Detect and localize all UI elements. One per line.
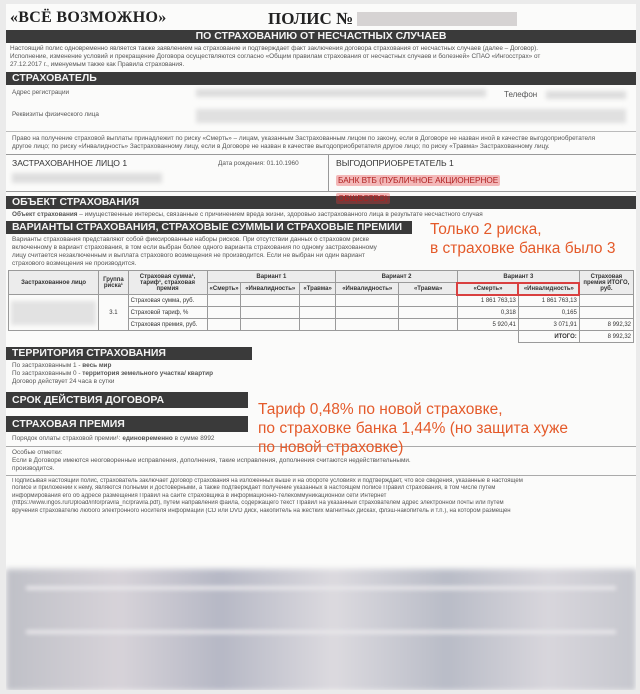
policy-header (6, 4, 636, 30)
group-cell: 3.1 (99, 295, 128, 331)
brand-title: «ВСЁ ВОЗМОЖНО» (10, 9, 167, 26)
requisites-redacted (196, 109, 626, 123)
insured-person-label: ЗАСТРАХОВАННОЕ ЛИЦО 1 (12, 158, 128, 168)
itogo-label: ИТОГО: (518, 331, 579, 343)
phone-label: Телефон (504, 91, 538, 99)
table-row: 3.1 Страховая сумма, руб. 1 861 763,13 1 861 763,13 (9, 295, 634, 307)
th-total: Страховая премия ИТОГО, руб. (579, 271, 633, 295)
annotation-tariff: Тариф 0,48% по новой страховке, по страховке банка 1,44% (но защита хуже по новой страховке) (258, 401, 569, 456)
address-label: Адрес регистрации (12, 89, 70, 96)
section-territory: ТЕРРИТОРИЯ СТРАХОВАНИЯ (6, 347, 252, 360)
policy-document (6, 4, 636, 690)
th-v1-disability: «Инвалидность» (241, 283, 300, 295)
itogo-value: 8 992,32 (579, 331, 633, 343)
th-v1-death: «Смерть» (207, 283, 241, 295)
premium-text: Порядок оплаты страховой премии¹: единовременно в сумме 8992 (12, 435, 215, 442)
th-insured: Застрахованное лицо (9, 271, 99, 295)
insurer-block (6, 85, 636, 132)
th-v2-trauma: «Травма» (399, 283, 458, 295)
th-v1-trauma: «Травма» (300, 283, 336, 295)
section-accident-insurance: ПО СТРАХОВАНИЮ ОТ НЕСЧАСТНЫХ СЛУЧАЕВ (6, 30, 636, 43)
th-variant3: Вариант 3 (457, 271, 579, 283)
phone-redacted (546, 91, 626, 99)
th-sum: Страховая сумма¹, тариф¹, страховая премия (128, 271, 207, 295)
policy-number-label: ПОЛИС № (268, 9, 517, 29)
beneficiary-cell (336, 158, 500, 206)
th-v2-disability: «Инвалидность» (336, 283, 399, 295)
payout-text: Право на получение страховой выплаты принадлежит по риску «Смерть» – лицам, указанным Застрахованным лицом по закону, если в Договоре не назван иной в качестве выгодоприобретателя другое лицо; по риску «Инвалидность» Застрахованному лицу, если в Договоре не назван в качестве выгодоприобретателя другое лицо; по риску «Травма» Застрахованному лицу. (12, 135, 596, 150)
territory-text: По застрахованным 1 - весь мир По застрахованным 0 - территория земельного участка/ квартир Договор действует 24 часа в сутки (12, 362, 213, 385)
section-premium: СТРАХОВАЯ ПРЕМИЯ (6, 416, 248, 432)
beneficiary-label: ВЫГОДОПРИОБРЕТАТЕЛЬ 1 (336, 158, 454, 168)
dob: Дата рождения: 01.10.1960 (218, 160, 299, 167)
th-v3-disability: «Инвалидность» (518, 283, 579, 295)
table-row: Страховой тариф, % 0,318 0,165 (9, 307, 634, 319)
notes-block: Особые отметки: Если в Договоре имеются неоговоренные исправления, дополнения, такие исправления, дополнения считаются недействительными. производится. (6, 446, 636, 475)
requisites-label: Реквизиты физического лица (12, 111, 99, 118)
risk-table-wrapper (6, 270, 636, 343)
blur-line (26, 630, 616, 634)
beneficiary-bank: БАНК ВТБ (ПУБЛИЧНОЕ АКЦИОНЕРНОЕ ОБЩЕСТВО) (338, 176, 499, 203)
th-group: Группа риска¹ (99, 271, 128, 295)
intro-text: Настоящий полис одновременно является также заявлением на страхование и подтверждает факт заключения договора страхования от несчастных случаев (далее – Договор). Исполнение, изменение условий и прекращение Договора осуществляются согласно «Общим правилам страхования от несчастных случаев и болезней» СПАО «Ингосстрах» от 27.12.2017 г., именуемым также как Правила страхования. (10, 45, 541, 68)
address-redacted (196, 89, 486, 97)
th-variant1: Вариант 1 (207, 271, 336, 283)
itogo-row (9, 331, 634, 343)
th-v3-death: «Смерть» (457, 283, 518, 295)
insured-cell-redacted (9, 295, 99, 331)
annotation-two-risks: Только 2 риска, в страховке банка было 3 (430, 221, 616, 257)
th-variant2: Вариант 2 (336, 271, 458, 283)
section-variants: ВАРИАНТЫ СТРАХОВАНИЯ, СТРАХОВЫЕ СУММЫ И СТРАХОВЫЕ ПРЕМИИ (6, 221, 412, 234)
risk-table (8, 270, 634, 343)
object-text: Объект страхования – имущественные интересы, связанные с причинением вреда жизни, здоровью застрахованного лица в результате несчастного случая (12, 211, 483, 218)
section-insurer: СТРАХОВАТЕЛЬ (6, 72, 636, 85)
section-term: СРОК ДЕЙСТВИЯ ДОГОВОРА (6, 392, 248, 408)
variants-text: Варианты страхования представляют собой фиксированные наборы рисков. При отсутствии данных о страховом риске включенному в вариант страхования, в том если выбран более одного варианта страхования по одному застрахованному лицу считается незаключенным и выплата страхового возмещения не производится. Если не выбран ни один вариант страхового возмещения не производится. (12, 236, 377, 267)
table-row: Страховая премия, руб. 5 920,41 3 071,91 8 992,32 (9, 319, 634, 331)
policy-number-redacted (357, 12, 517, 26)
insured-name-redacted (12, 173, 162, 183)
section-object: ОБЪЕКТ СТРАХОВАНИЯ (6, 196, 636, 209)
insured-person-cell (6, 155, 329, 191)
signing-text: Подписывая настоящий полис, страхователь заключает Договор страхования на изложенных выше и на обороте условиях и подтверждает, что все сведения, указанные в настоящем полисе и приложении к нему, являются полными и достоверными, а также подтверждает получение указанных в настоящем полисе Правил страхования, в том числе путем информирования его об адресе размещения Правил на сайте страховщика в информационно-телекоммуникационной сети Интернет (https://www.ingos.ru/Upload/info/pravila_nc/pravila.pdf), путем направления файла, содержащего текст Правил на указанный страхователем адрес электронной почты или путем вручения страхователю любого электронного носителя информации (CD или DVD диск, накопитель на жестких магнитных дисках, флэш-накопитель и т.п.), на котором размещен (6, 475, 636, 517)
blur-line (26, 586, 616, 590)
